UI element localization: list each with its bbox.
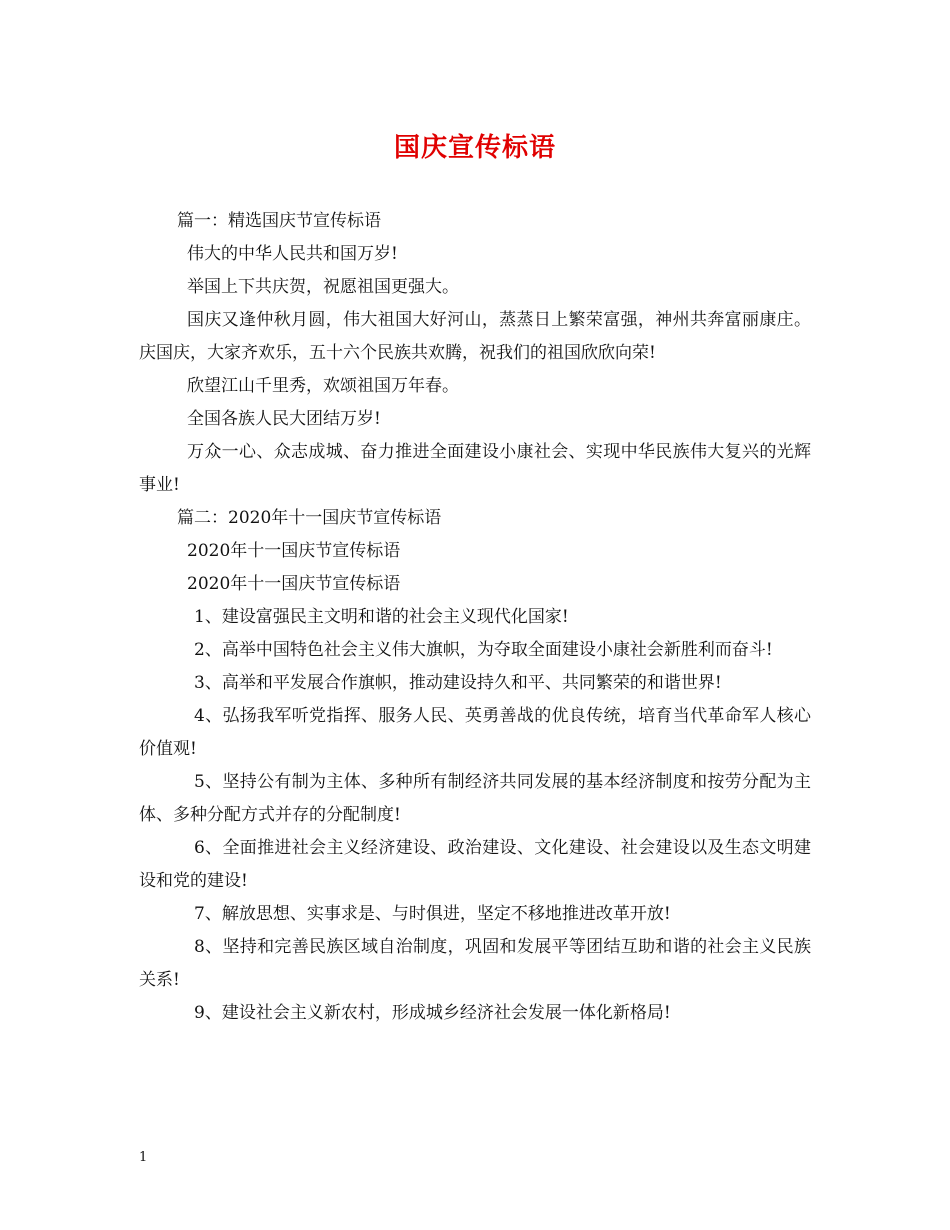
slogan-paragraph: 欣望江山千里秀，欢颂祖国万年春。 <box>187 376 459 396</box>
numbered-slogan: 7、解放思想、实事求是、与时俱进，坚定不移地推进改革开放! <box>194 904 671 924</box>
numbered-slogan: 2、高举中国特色社会主义伟大旗帜，为夺取全面建设小康社会新胜利而奋斗! <box>194 640 773 660</box>
slogan-paragraph: 国庆又逢仲秋月圆，伟大祖国大好河山，蒸蒸日上繁荣富强，神州共奔富丽康庄。 庆国庆，大家齐欢乐，五十六个民族共欢腾，祝我们的祖国欣欣向荣! <box>139 310 811 363</box>
numbered-slogan: 8、坚持和完善民族区域自治制度，巩固和发展平等团结互助和谐的社会主义民族关系! <box>139 937 811 990</box>
document-title: 国庆宣传标语 <box>393 133 556 163</box>
numbered-slogan: 3、高举和平发展合作旗帜，推动建设持久和平、共同繁荣的和谐世界! <box>194 673 722 693</box>
slogan-paragraph: 伟大的中华人民共和国万岁! <box>187 244 398 264</box>
subheading-paragraph: 2020年十一国庆节宣传标语 <box>187 541 401 561</box>
numbered-slogan: 9、建设社会主义新农村，形成城乡经济社会发展一体化新格局! <box>194 1003 671 1023</box>
subheading-paragraph: 2020年十一国庆节宣传标语 <box>187 574 401 594</box>
slogan-paragraph: 举国上下共庆贺，祝愿祖国更强大。 <box>187 277 459 297</box>
page-number: 1 <box>139 1150 148 1165</box>
numbered-slogan: 5、坚持公有制为主体、多种所有制经济共同发展的基本经济制度和按劳分配为主体、多种分配方式并存的分配制度! <box>139 772 811 825</box>
slogan-paragraph: 万众一心、众志成城、奋力推进全面建设小康社会、实现中华民族伟大复兴的光辉事业! <box>139 442 811 495</box>
section-heading: 篇一：精选国庆节宣传标语 <box>177 211 381 231</box>
slogan-paragraph: 全国各族人民大团结万岁! <box>187 409 381 429</box>
section-heading: 篇二：2020年十一国庆节宣传标语 <box>177 508 442 528</box>
document-body <box>139 205 811 1030</box>
numbered-slogan: 6、全面推进社会主义经济建设、政治建设、文化建设、社会建设以及生态文明建设和党的建设! <box>139 838 811 891</box>
numbered-slogan: 4、弘扬我军听党指挥、服务人民、英勇善战的优良传统，培育当代革命军人核心价值观! <box>139 706 811 759</box>
numbered-slogan: 1、建设富强民主文明和谐的社会主义现代化国家! <box>194 607 569 627</box>
